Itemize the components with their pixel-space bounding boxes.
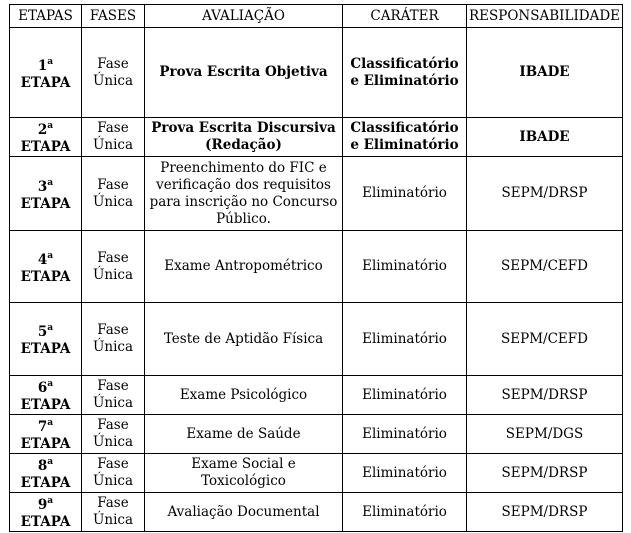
table-row (10, 415, 623, 454)
responsabilidade-cell: IBADE (467, 118, 623, 157)
header-row (10, 5, 623, 28)
etapa-cell: 6$^a$ ETAPA (10, 376, 82, 415)
fase-cell: Fase Única (82, 415, 145, 454)
avaliacao-cell: Preenchimento do FIC e verificação dos requisitos para inscrição no Concurso Público. (145, 157, 343, 231)
table-row (10, 454, 623, 493)
etapa-cell: 4$^a$ ETAPA (10, 231, 82, 303)
avaliacao-cell: Teste de Aptidão Física (145, 303, 343, 376)
avaliacao-cell: Prova Escrita Discursiva (Redação) (145, 118, 343, 157)
fase-cell: Fase Única (82, 231, 145, 303)
table-row (10, 303, 623, 376)
responsabilidade-cell: SEPM/DRSP (467, 376, 623, 415)
etapa-cell: 1$^a$ ETAPA (10, 28, 82, 118)
carater-cell: Eliminatório (343, 376, 467, 415)
header-responsabilidade: RESPONSABILIDADE (467, 5, 623, 28)
responsabilidade-cell: IBADE (467, 28, 623, 118)
carater-cell: Eliminatório (343, 493, 467, 532)
responsabilidade-cell: SEPM/CEFD (467, 303, 623, 376)
avaliacao-cell: Exame de Saúde (145, 415, 343, 454)
table-row (10, 376, 623, 415)
carater-cell: Classificatório e Eliminatório (343, 28, 467, 118)
header-avaliacao: AVALIAÇÃO (145, 5, 343, 28)
responsabilidade-cell: SEPM/DRSP (467, 454, 623, 493)
responsabilidade-cell: SEPM/DGS (467, 415, 623, 454)
header-fases: FASES (82, 5, 145, 28)
etapa-cell: 5$^a$ ETAPA (10, 303, 82, 376)
table-row (10, 28, 623, 118)
etapa-cell: 7$^a$ ETAPA (10, 415, 82, 454)
carater-cell: Classificatório e Eliminatório (343, 118, 467, 157)
avaliacao-cell: Exame Social e Toxicológico (145, 454, 343, 493)
table-row (10, 118, 623, 157)
etapa-cell: 2$^a$ ETAPA (10, 118, 82, 157)
etapa-cell: 9$^a$ ETAPA (10, 493, 82, 532)
fase-cell: Fase Única (82, 303, 145, 376)
fase-cell: Fase Única (82, 454, 145, 493)
header-carater: CARÁTER (343, 5, 467, 28)
carater-cell: Eliminatório (343, 303, 467, 376)
fase-cell: Fase Única (82, 28, 145, 118)
carater-cell: Eliminatório (343, 454, 467, 493)
fase-cell: Fase Única (82, 493, 145, 532)
header-etapas: ETAPAS (10, 5, 82, 28)
responsabilidade-cell: SEPM/DRSP (467, 157, 623, 231)
carater-cell: Eliminatório (343, 415, 467, 454)
fase-cell: Fase Única (82, 376, 145, 415)
responsabilidade-cell: SEPM/DRSP (467, 493, 623, 532)
carater-cell: Eliminatório (343, 231, 467, 303)
fase-cell: Fase Única (82, 118, 145, 157)
stages-table (9, 4, 623, 532)
avaliacao-cell: Exame Antropométrico (145, 231, 343, 303)
table-row (10, 231, 623, 303)
etapa-cell: 8$^a$ ETAPA (10, 454, 82, 493)
fase-cell: Fase Única (82, 157, 145, 231)
table-row (10, 493, 623, 532)
avaliacao-cell: Avaliação Documental (145, 493, 343, 532)
avaliacao-cell: Exame Psicológico (145, 376, 343, 415)
etapa-cell: 3$^a$ ETAPA (10, 157, 82, 231)
responsabilidade-cell: SEPM/CEFD (467, 231, 623, 303)
avaliacao-cell: Prova Escrita Objetiva (145, 28, 343, 118)
carater-cell: Eliminatório (343, 157, 467, 231)
table-row (10, 157, 623, 231)
